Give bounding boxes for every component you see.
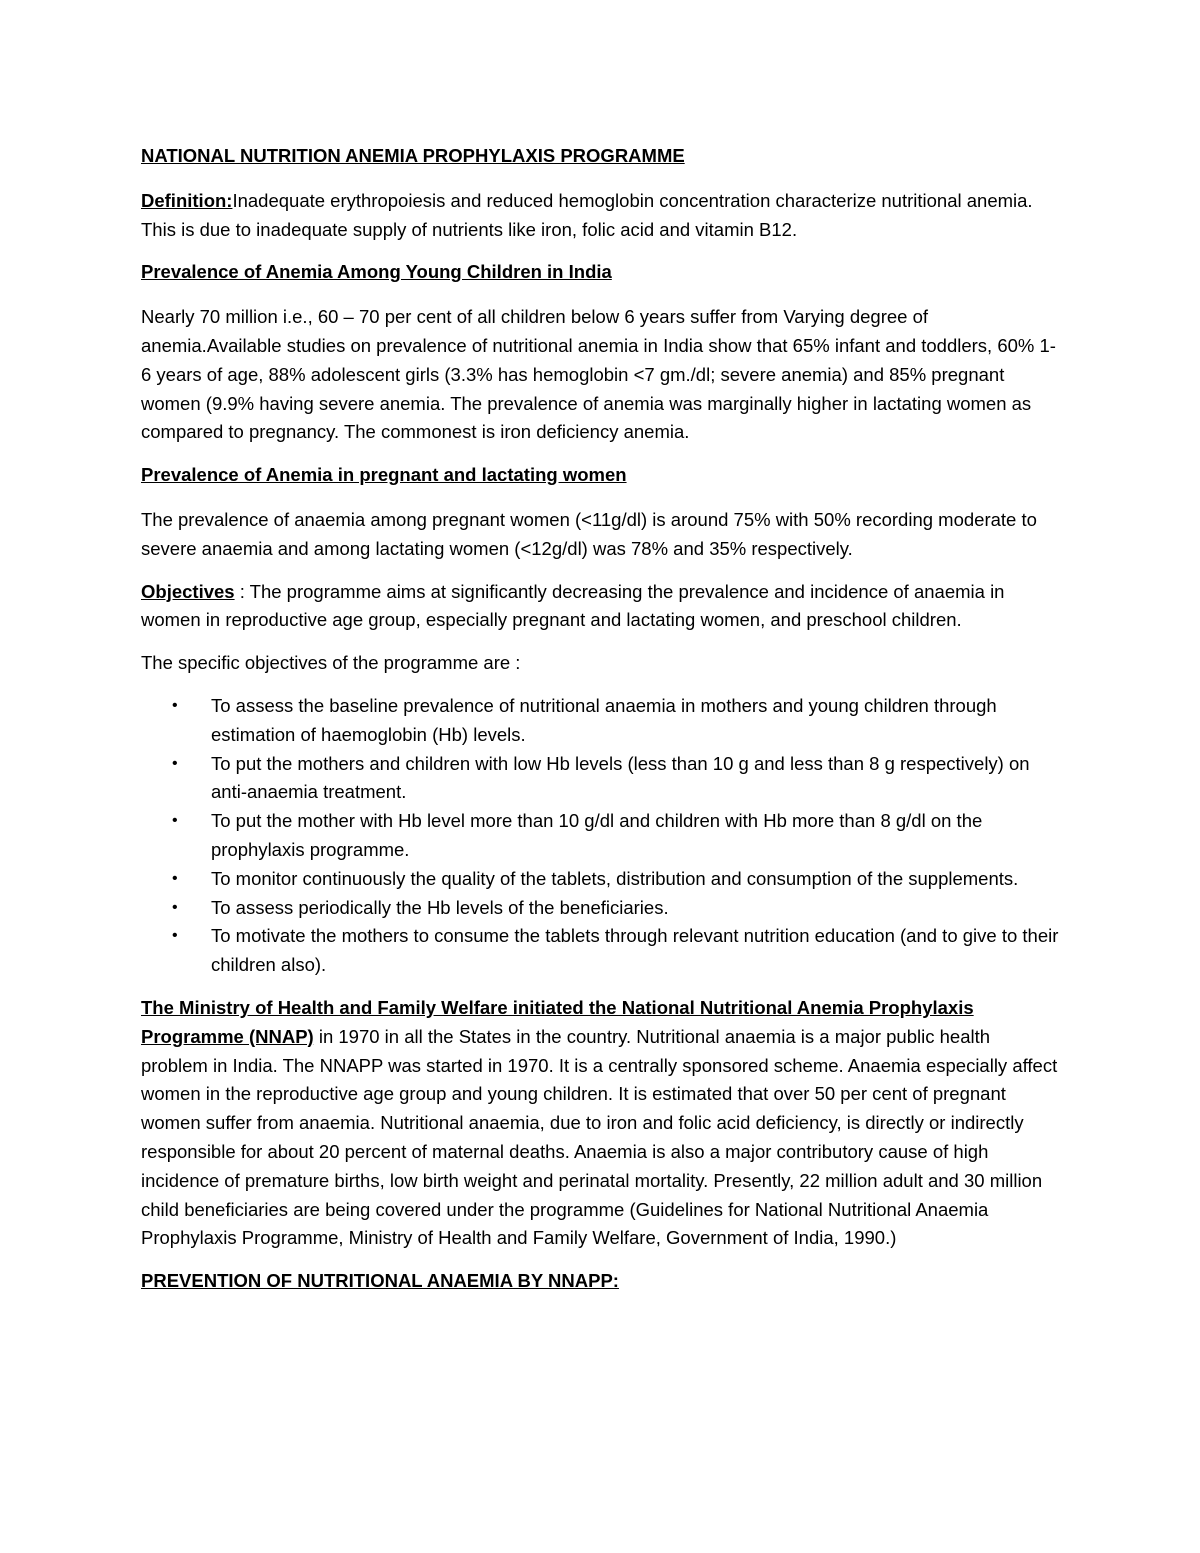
ministry-text: in 1970 in all the States in the country. Nutritional anaemia is a major public health problem in India. The NNAPP was started in 1970. It is a centrally sponsored scheme. Anaemia especially affect women in the reproductive age group and young children. It is estimated that over 50 per cent of pregnant women suffer from anaemia. Nutritional anaemia, due to iron and folic acid deficiency, is directly or indirectly responsible for about 20 percent of maternal deaths. Anaemia is also a major contributory cause of high incidence of premature births, low birth weight and perinatal mortality. Presently, 22 million adult and 30 million child beneficiaries are being covered under the programme (Guidelines for National Nutritional Anaemia Prophylaxis Programme, Ministry of Health and Family Welfare, Government of India, 1990.) [141,1025,1058,1249]
heading-children-prevalence: Prevalence of Anemia Among Young Children in India [141,261,612,283]
list-item-text: To motivate the mothers to consume the tablets through relevant nutrition education (and to give to their children also). [211,925,1059,976]
heading-women-prevalence: Prevalence of Anemia in pregnant and lactating women [141,464,627,486]
document-page [141,142,1061,1312]
definition-label: Definition: [141,189,233,211]
list-item [141,807,1061,865]
prevention-heading: PREVENTION OF NUTRITIONAL ANAEMIA BY NNAPP: [141,1270,619,1292]
bullet-icon: • [172,898,178,916]
objectives-text: : The programme aims at significantly decreasing the prevalence and incidence of anaemia in women in reproductive age group, especially pregnant and lactating women, and preschool children. [141,580,1005,631]
list-item-text: To put the mothers and children with low Hb levels (less than 10 g and less than 8 g respectively) on anti-anaemia treatment. [211,752,1030,803]
children-prevalence-paragraph: Nearly 70 million i.e., 60 – 70 per cent of all children below 6 years suffer from Varying degree of anemia.Available studies on prevalence of nutritional anemia in India show that 65% infant and toddlers, 60% 1-6 years of age, 88% adolescent girls (3.3% has hemoglobin <7 gm./dl; severe anemia) and 85% pregnant women (9.9% having severe anemia. The prevalence of anemia was marginally higher in lactating women as compared to pregnancy. The commonest is iron deficiency anemia. [141,306,1056,443]
list-item [141,750,1061,808]
list-item-text: To assess the baseline prevalence of nutritional anaemia in mothers and young children through estimation of haemoglobin (Hb) levels. [211,694,997,745]
ministry-paragraph [141,994,1061,1253]
definition-paragraph [141,187,1061,245]
list-item-text: To assess periodically the Hb levels of the beneficiaries. [211,896,669,918]
objectives-label: Objectives [141,580,235,602]
bullet-icon: • [172,754,178,772]
women-prevalence-paragraph: The prevalence of anaemia among pregnant women (<11g/dl) is around 75% with 50% recording moderate to severe anaemia and among lactating women (<12g/dl) was 78% and 35% respectively. [141,508,1037,559]
list-item [141,692,1061,750]
list-item-text: To monitor continuously the quality of the tablets, distribution and consumption of the supplements. [211,867,1019,889]
bullet-icon: • [172,696,178,714]
ministry-heading: The Ministry of Health and Family Welfare initiated the National Nutritional Anemia Prophylaxis Programme (NNAP) [141,996,974,1047]
bullet-icon: • [172,869,178,887]
specific-objectives-intro: The specific objectives of the programme are : [141,652,521,674]
list-item [141,865,1061,894]
list-item [141,894,1061,923]
document-title: NATIONAL NUTRITION ANEMIA PROPHYLAXIS PROGRAMME [141,145,685,166]
bullet-icon: • [172,812,178,830]
list-item-text: To put the mother with Hb level more than 10 g/dl and children with Hb more than 8 g/dl on the prophylaxis programme. [211,810,983,860]
definition-text: Inadequate erythropoiesis and reduced hemoglobin concentration characterize nutritional anemia. This is due to inadequate supply of nutrients like iron, folic acid and vitamin B12. [141,189,1033,240]
objectives-paragraph [141,578,1061,636]
list-item [141,922,1061,980]
bullet-icon: • [172,927,178,945]
objectives-list [141,692,1061,980]
